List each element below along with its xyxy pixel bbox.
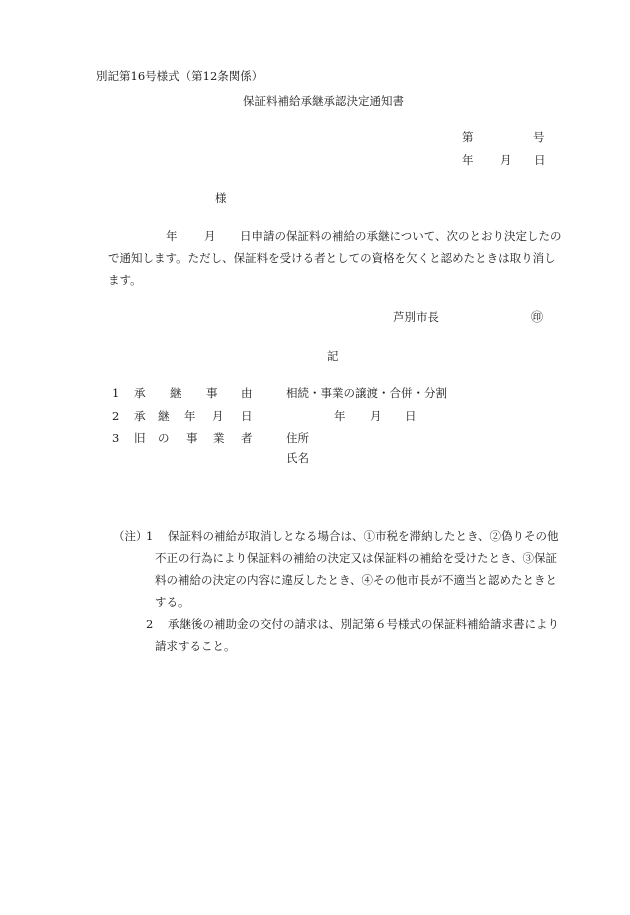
item-label-char: 日 bbox=[241, 409, 253, 423]
notes-prefix: （注） bbox=[113, 529, 148, 543]
item-label-char: 承 bbox=[134, 409, 146, 423]
item-value-day: 日 bbox=[405, 409, 417, 423]
issue-number-suffix: 号 bbox=[533, 130, 545, 144]
note-1-line: する。 bbox=[155, 595, 190, 609]
note-1-number: 1 bbox=[146, 529, 154, 543]
item-label-char: 事 bbox=[186, 431, 198, 445]
item-number: 1 bbox=[112, 386, 120, 400]
note-1-line: 料の補給の決定の内容に違反したとき、④その他市長が不適当と認めたときと bbox=[155, 573, 558, 587]
body-date-year: 年 bbox=[166, 229, 178, 243]
ki-heading: 記 bbox=[327, 349, 339, 363]
issue-number-prefix: 第 bbox=[462, 130, 474, 144]
item-number: 2 bbox=[112, 409, 120, 423]
issue-date-year: 年 bbox=[462, 153, 474, 167]
note-1-line: 保証料の補給が取消しとなる場合は、①市税を滞納したとき、②偽りその他 bbox=[168, 529, 559, 543]
item-value-year: 年 bbox=[334, 409, 346, 423]
item-label-char: 月 bbox=[212, 409, 224, 423]
item-label-char: 業 bbox=[213, 431, 225, 445]
form-number: 別記第16号様式（第12条関係） bbox=[96, 69, 264, 83]
issue-date-day: 日 bbox=[534, 153, 546, 167]
issue-date-month: 月 bbox=[500, 153, 512, 167]
body-date-month: 月 bbox=[204, 229, 216, 243]
note-2-line: 請求すること。 bbox=[155, 639, 236, 653]
item-value: 相続・事業の譲渡・合併・分割 bbox=[286, 386, 447, 400]
body-line-1: 日申請の保証料の補給の承継について、次のとおり決定したの bbox=[240, 229, 562, 243]
item-label-char: 旧 bbox=[134, 431, 146, 445]
body-line-3: ます。 bbox=[108, 273, 142, 287]
item-label-char: の bbox=[158, 431, 170, 445]
item-label-char: 継 bbox=[170, 386, 182, 400]
sender-name: 芦別市長 bbox=[393, 310, 439, 324]
item-label-char: 事 bbox=[206, 386, 218, 400]
seal-mark: ㊞ bbox=[531, 310, 544, 324]
item-value-name-label: 氏名 bbox=[286, 451, 309, 465]
note-1-line: 不正の行為により保証料の補給の決定又は保証料の補給を受けたとき、③保証 bbox=[155, 551, 558, 565]
item-label-char: 由 bbox=[241, 386, 253, 400]
item-value-address-label: 住所 bbox=[286, 431, 309, 445]
item-number: 3 bbox=[112, 431, 120, 445]
addressee-honorific: 様 bbox=[215, 191, 227, 205]
item-label-char: 承 bbox=[134, 386, 146, 400]
item-label-char: 年 bbox=[184, 409, 196, 423]
body-line-2: で通知します。ただし、保証料を受ける者としての資格を欠くと認めたときは取り消し bbox=[108, 251, 556, 265]
note-2-line: 承継後の補助金の交付の請求は、別記第６号様式の保証料補給請求書により bbox=[168, 617, 559, 631]
item-label-char: 継 bbox=[158, 409, 170, 423]
document-title: 保証料補給承継承認決定通知書 bbox=[243, 94, 404, 108]
item-label-char: 者 bbox=[241, 431, 253, 445]
item-value-month: 月 bbox=[370, 409, 382, 423]
note-2-number: 2 bbox=[146, 617, 154, 631]
